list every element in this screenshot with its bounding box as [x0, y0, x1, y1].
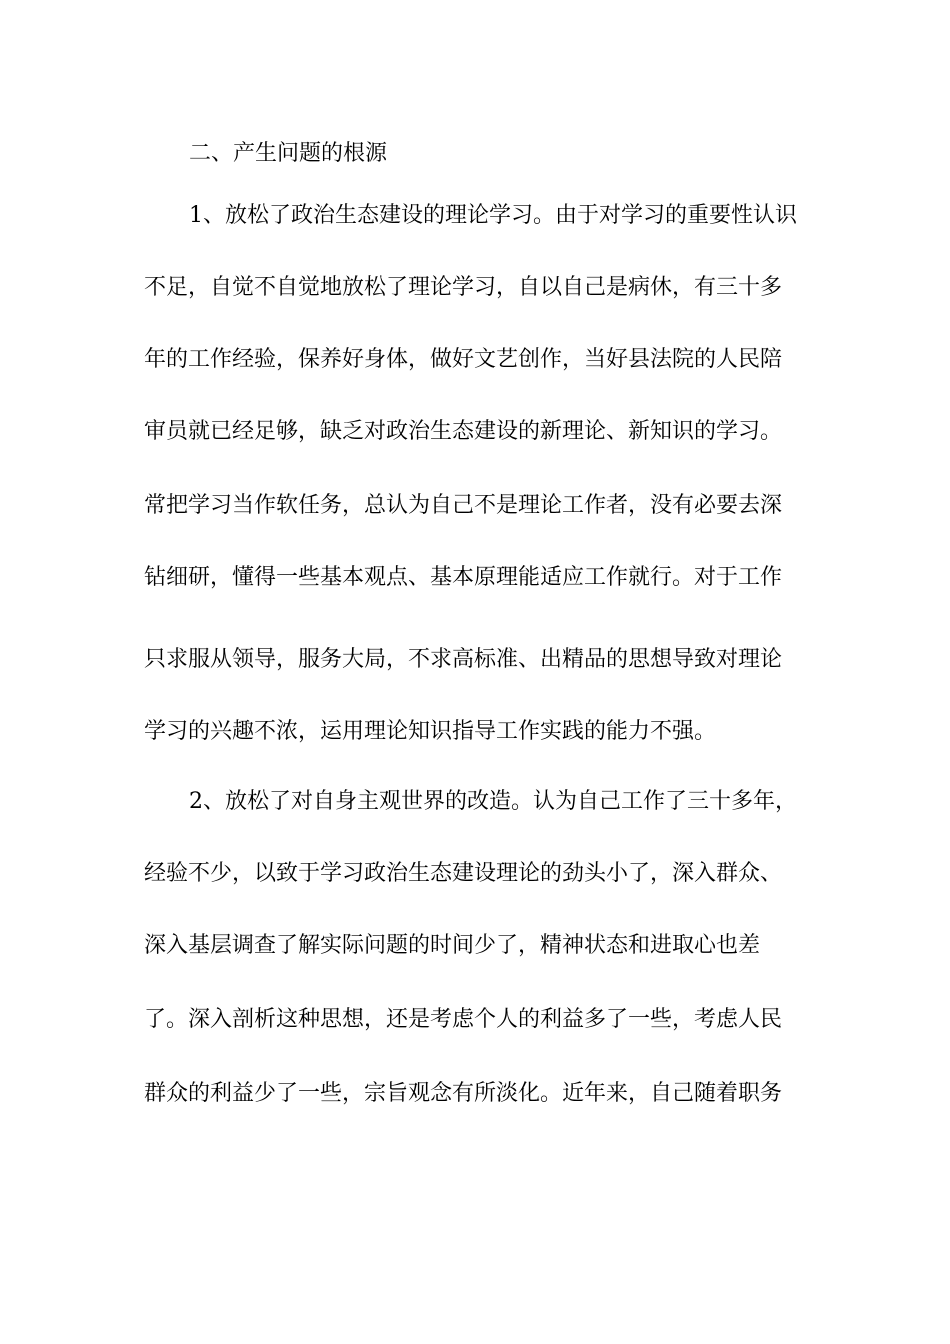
paragraph-1-line-6: 钻细研，懂得一些基本观点、基本原理能适应工作就行。对于工作	[144, 565, 783, 590]
paragraph-1-line-7: 只求服从领导，服务大局，不求高标准、出精品的思想导致对理论	[144, 647, 783, 672]
paragraph-2-line-5: 群众的利益少了一些，宗旨观念有所淡化。近年来，自己随着职务	[144, 1081, 783, 1106]
paragraph-2-line-3: 深入基层调查了解实际问题的时间少了，精神状态和进取心也差	[144, 933, 761, 958]
paragraph-1-line-8: 学习的兴趣不浓，运用理论知识指导工作实践的能力不强。	[144, 719, 717, 744]
paragraph-2-line-1: 2、放松了对自身主观世界的改造。认为自己工作了三十多年，	[189, 789, 797, 814]
paragraph-1-line-3: 年的工作经验，保养好身体，做好文艺创作，当好县法院的人民陪	[144, 347, 783, 372]
paragraph-1-line-4: 审员就已经足够，缺乏对政治生态建设的新理论、新知识的学习。	[144, 419, 783, 444]
paragraph-1-line-2: 不足，自觉不自觉地放松了理论学习，自以自己是病休，有三十多	[144, 275, 783, 300]
paragraph-1-line-1: 1、放松了政治生态建设的理论学习。由于对学习的重要性认识	[189, 203, 797, 228]
paragraph-2-line-4: 了。深入剖析这种思想，还是考虑个人的利益多了一些，考虑人民	[144, 1007, 783, 1032]
paragraph-1-line-5: 常把学习当作软任务，总认为自己不是理论工作者，没有必要去深	[144, 493, 783, 518]
paragraph-2-line-2: 经验不少，以致于学习政治生态建设理论的劲头小了，深入群众、	[144, 861, 783, 886]
section-heading: 二、产生问题的根源	[189, 141, 388, 166]
